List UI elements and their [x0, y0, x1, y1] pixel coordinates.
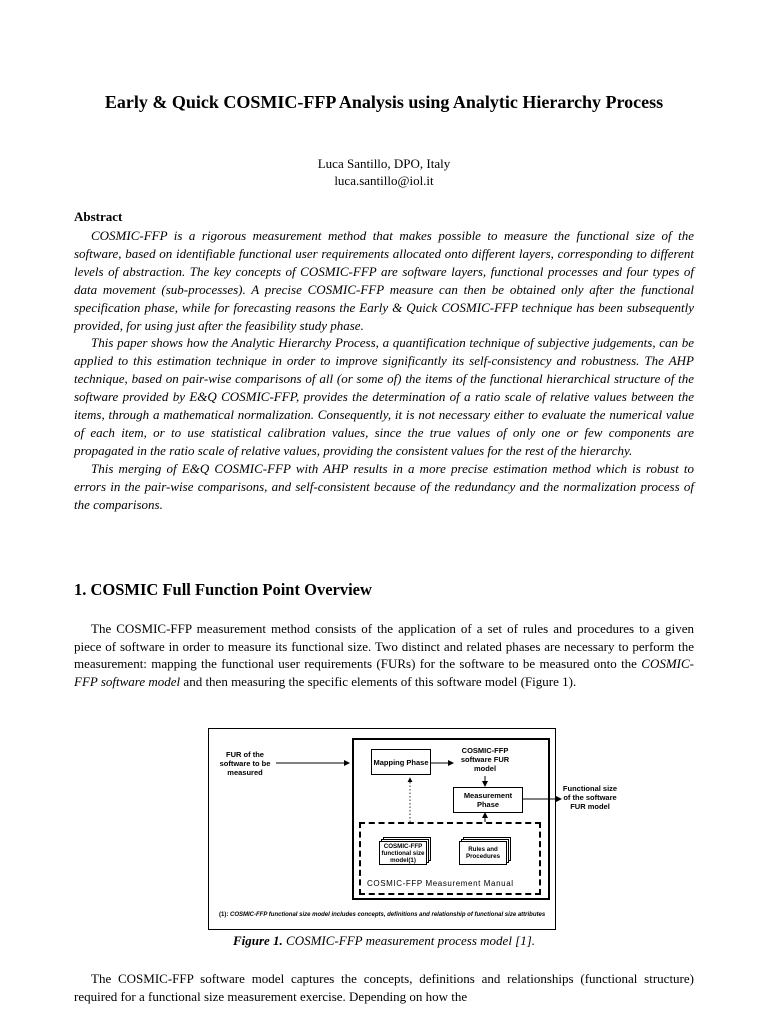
paragraph-text: [74, 620, 694, 690]
figure-1: [208, 728, 618, 930]
abstract-paragraph: COSMIC-FFP is a rigorous measurement method that makes possible to measure the functional size of the software, based on identifiable functional user requirements allocated onto different layers, corresponding to different levels of abstraction. The key concepts of COSMIC-FFP are software layers, functional processes and four types of data movement (sub-processes). A precise COSMIC-FFP measure can then be obtained only after the functional specification phase, while for forecasting reasons the Early & Quick COSMIC-FFP technique has been subsequently provided, for using just after the feasibility study phase.: [74, 228, 694, 333]
mapping-phase-box: Mapping Phase: [371, 749, 431, 775]
abstract-body: [74, 227, 694, 514]
functional-size-label: Functional size of the software FUR model: [562, 784, 618, 811]
doc-front: COSMIC-FFP functional size model(1): [379, 841, 427, 865]
caption-label: Figure 1.: [232, 933, 283, 948]
measurement-phase-box: Measurement Phase: [453, 787, 523, 813]
footnote-marker: (1):: [219, 912, 229, 918]
author-line: Luca Santillo, DPO, Italy: [317, 156, 451, 171]
paragraph-span: and then measuring the specific elements of this software model (Figure 1).: [180, 673, 577, 689]
abstract-paragraph: This paper shows how the Analytic Hierarchy Process, a quantification technique of subjective judgements, can be applied to this estimation technique in order to improve significantly its self-consistency and robustness. The AHP technique, based on pair-wise comparisons of all (or some of) the items of the functional hierarchical structure of the software provided by E&Q COSMIC-FFP, provides the determination of a ratio scale of relative values between the items, through a mathematical normalization. Consequently, it is not necessary either to evaluate the numerical value of each item, or to use statistical calibration values, since the true values of only one or few components are propagated in the ratio scale of relative values, providing the consistent values for the rest of the hierarchy.: [74, 335, 694, 458]
abstract-paragraph: This merging of E&Q COSMIC-FFP with AHP results in a more precise estimation method which is robust to errors in the pair-wise comparisons, and self-consistent because of the redundancy and the normalization process of the comparisons.: [74, 460, 694, 512]
abstract-heading: Abstract: [74, 209, 123, 224]
emphasis-text: COSMIC-FFP software model: [74, 656, 694, 689]
rules-procedures-doc: [459, 837, 511, 867]
doc-front: Rules and Procedures: [459, 841, 507, 865]
measurement-manual-label: COSMIC-FFP Measurement Manual: [367, 879, 514, 888]
body-paragraph-2: [74, 970, 694, 1005]
author-email: luca.santillo@iol.it: [334, 173, 434, 188]
fur-model-label: COSMIC-FFP software FUR model: [460, 746, 510, 773]
functional-size-model-doc: [379, 837, 431, 867]
section-heading: 1. COSMIC Full Function Point Overview: [74, 580, 372, 599]
figure-footnote: [219, 912, 545, 919]
caption-text: COSMIC-FFP measurement process model [1].: [282, 933, 536, 948]
paper-title: Early & Quick COSMIC-FFP Analysis using Analytic Hierarchy Process: [104, 92, 664, 112]
body-paragraph-1: [74, 620, 694, 690]
paragraph-span: The COSMIC-FFP measurement method consists of the application of a set of rules and procedures to a given piece of software in order to measure its functional size. Two distinct and related phases are necessary to perform the measurement: mapping the functional user requirements (FURs) for the software to be measured onto the: [74, 621, 694, 671]
footnote-text: COSMIC-FFP functional size model includes concepts, definitions and relationship of functional size attributes: [230, 912, 546, 918]
author-block: [74, 155, 694, 189]
figure-caption: [74, 933, 694, 949]
paragraph-text: The COSMIC-FFP software model captures the concepts, definitions and relationships (functional structure) required for a functional size measurement exercise. Depending on how the: [74, 971, 694, 1004]
fur-label: FUR of the software to be measured: [219, 750, 271, 777]
